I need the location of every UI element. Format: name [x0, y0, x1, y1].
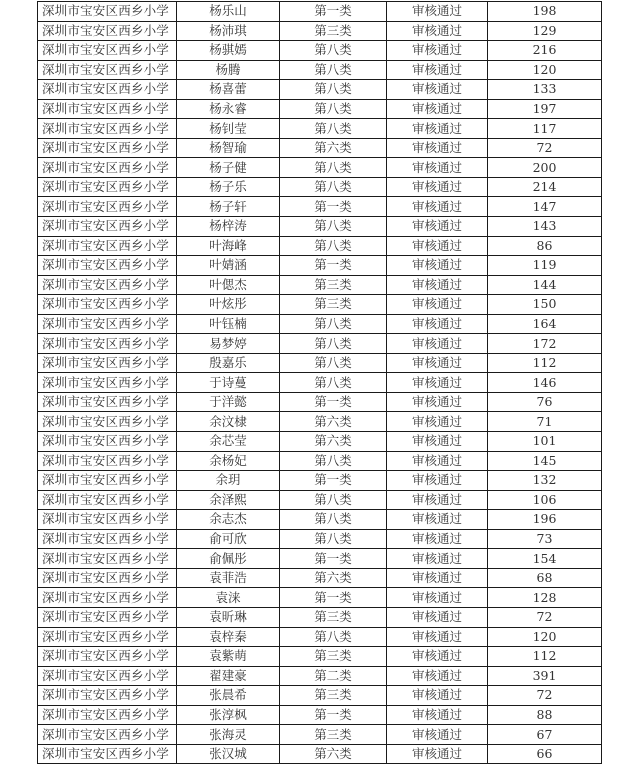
table-row [38, 744, 602, 764]
score-cell: 216 [488, 41, 602, 61]
table-row [38, 392, 602, 412]
score-cell: 154 [488, 549, 602, 569]
table-row [38, 119, 602, 139]
score-cell: 132 [488, 471, 602, 491]
school-cell: 深圳市宝安区西乡小学 [38, 119, 177, 139]
student-name-cell: 杨子乐 [177, 177, 280, 197]
table-row [38, 607, 602, 627]
school-cell: 深圳市宝安区西乡小学 [38, 588, 177, 608]
table-row [38, 705, 602, 725]
school-cell: 深圳市宝安区西乡小学 [38, 80, 177, 100]
school-cell: 深圳市宝安区西乡小学 [38, 373, 177, 393]
status-cell: 审核通过 [387, 529, 488, 549]
school-cell: 深圳市宝安区西乡小学 [38, 725, 177, 745]
school-cell: 深圳市宝安区西乡小学 [38, 647, 177, 667]
school-cell: 深圳市宝安区西乡小学 [38, 607, 177, 627]
category-cell: 第一类 [280, 2, 387, 22]
status-cell: 审核通过 [387, 666, 488, 686]
category-cell: 第一类 [280, 549, 387, 569]
score-cell: 391 [488, 666, 602, 686]
student-name-cell: 袁涞 [177, 588, 280, 608]
score-cell: 200 [488, 158, 602, 178]
status-cell: 审核通过 [387, 725, 488, 745]
score-cell: 197 [488, 99, 602, 119]
student-name-cell: 余玥 [177, 471, 280, 491]
student-name-cell: 张淳枫 [177, 705, 280, 725]
category-cell: 第八类 [280, 314, 387, 334]
results-table [37, 1, 602, 764]
school-cell: 深圳市宝安区西乡小学 [38, 41, 177, 61]
table-row [38, 725, 602, 745]
student-name-cell: 叶海峰 [177, 236, 280, 256]
status-cell: 审核通过 [387, 236, 488, 256]
status-cell: 审核通过 [387, 607, 488, 627]
status-cell: 审核通过 [387, 177, 488, 197]
table-row [38, 138, 602, 158]
status-cell: 审核通过 [387, 60, 488, 80]
table-row [38, 41, 602, 61]
status-cell: 审核通过 [387, 588, 488, 608]
table-row [38, 177, 602, 197]
school-cell: 深圳市宝安区西乡小学 [38, 60, 177, 80]
table-row [38, 451, 602, 471]
score-cell: 128 [488, 588, 602, 608]
category-cell: 第八类 [280, 490, 387, 510]
school-cell: 深圳市宝安区西乡小学 [38, 295, 177, 315]
score-cell: 66 [488, 744, 602, 764]
student-name-cell: 俞可欣 [177, 529, 280, 549]
category-cell: 第六类 [280, 412, 387, 432]
status-cell: 审核通过 [387, 80, 488, 100]
student-name-cell: 杨钊莹 [177, 119, 280, 139]
status-cell: 审核通过 [387, 373, 488, 393]
category-cell: 第三类 [280, 647, 387, 667]
status-cell: 审核通过 [387, 138, 488, 158]
category-cell: 第六类 [280, 432, 387, 452]
category-cell: 第一类 [280, 471, 387, 491]
student-name-cell: 余泽熙 [177, 490, 280, 510]
category-cell: 第八类 [280, 60, 387, 80]
category-cell: 第八类 [280, 373, 387, 393]
status-cell: 审核通过 [387, 334, 488, 354]
score-cell: 119 [488, 256, 602, 276]
score-cell: 86 [488, 236, 602, 256]
status-cell: 审核通过 [387, 353, 488, 373]
student-name-cell: 杨子健 [177, 158, 280, 178]
school-cell: 深圳市宝安区西乡小学 [38, 744, 177, 764]
student-name-cell: 余汶棣 [177, 412, 280, 432]
school-cell: 深圳市宝安区西乡小学 [38, 432, 177, 452]
school-cell: 深圳市宝安区西乡小学 [38, 451, 177, 471]
student-name-cell: 叶婧涵 [177, 256, 280, 276]
category-cell: 第一类 [280, 197, 387, 217]
table-row [38, 2, 602, 22]
school-cell: 深圳市宝安区西乡小学 [38, 627, 177, 647]
score-cell: 196 [488, 510, 602, 530]
table-row [38, 353, 602, 373]
status-cell: 审核通过 [387, 744, 488, 764]
score-cell: 164 [488, 314, 602, 334]
school-cell: 深圳市宝安区西乡小学 [38, 568, 177, 588]
student-name-cell: 袁紫萌 [177, 647, 280, 667]
school-cell: 深圳市宝安区西乡小学 [38, 686, 177, 706]
school-cell: 深圳市宝安区西乡小学 [38, 21, 177, 41]
score-cell: 150 [488, 295, 602, 315]
school-cell: 深圳市宝安区西乡小学 [38, 138, 177, 158]
school-cell: 深圳市宝安区西乡小学 [38, 217, 177, 237]
table-row [38, 686, 602, 706]
school-cell: 深圳市宝安区西乡小学 [38, 314, 177, 334]
score-cell: 172 [488, 334, 602, 354]
status-cell: 审核通过 [387, 197, 488, 217]
student-name-cell: 杨腾 [177, 60, 280, 80]
category-cell: 第八类 [280, 158, 387, 178]
student-name-cell: 叶钰楠 [177, 314, 280, 334]
school-cell: 深圳市宝安区西乡小学 [38, 412, 177, 432]
student-name-cell: 殷嘉乐 [177, 353, 280, 373]
school-cell: 深圳市宝安区西乡小学 [38, 549, 177, 569]
student-name-cell: 杨梓涛 [177, 217, 280, 237]
student-name-cell: 杨喜蕾 [177, 80, 280, 100]
status-cell: 审核通过 [387, 256, 488, 276]
status-cell: 审核通过 [387, 217, 488, 237]
table-row [38, 236, 602, 256]
score-cell: 120 [488, 60, 602, 80]
student-name-cell: 余芯莹 [177, 432, 280, 452]
student-name-cell: 易梦婷 [177, 334, 280, 354]
score-cell: 73 [488, 529, 602, 549]
score-cell: 145 [488, 451, 602, 471]
table-row [38, 647, 602, 667]
student-name-cell: 杨骐嫣 [177, 41, 280, 61]
category-cell: 第三类 [280, 607, 387, 627]
category-cell: 第八类 [280, 41, 387, 61]
status-cell: 审核通过 [387, 705, 488, 725]
status-cell: 审核通过 [387, 295, 488, 315]
school-cell: 深圳市宝安区西乡小学 [38, 236, 177, 256]
category-cell: 第八类 [280, 529, 387, 549]
category-cell: 第八类 [280, 334, 387, 354]
student-name-cell: 袁菲浩 [177, 568, 280, 588]
score-cell: 117 [488, 119, 602, 139]
category-cell: 第八类 [280, 236, 387, 256]
student-name-cell: 袁昕琳 [177, 607, 280, 627]
score-cell: 67 [488, 725, 602, 745]
table-row [38, 490, 602, 510]
category-cell: 第八类 [280, 217, 387, 237]
category-cell: 第八类 [280, 99, 387, 119]
table-row [38, 80, 602, 100]
category-cell: 第八类 [280, 80, 387, 100]
table-row [38, 256, 602, 276]
student-name-cell: 余志杰 [177, 510, 280, 530]
school-cell: 深圳市宝安区西乡小学 [38, 256, 177, 276]
status-cell: 审核通过 [387, 627, 488, 647]
category-cell: 第八类 [280, 177, 387, 197]
status-cell: 审核通过 [387, 412, 488, 432]
student-name-cell: 张海灵 [177, 725, 280, 745]
status-cell: 审核通过 [387, 568, 488, 588]
school-cell: 深圳市宝安区西乡小学 [38, 471, 177, 491]
student-name-cell: 叶炫彤 [177, 295, 280, 315]
status-cell: 审核通过 [387, 686, 488, 706]
school-cell: 深圳市宝安区西乡小学 [38, 353, 177, 373]
status-cell: 审核通过 [387, 510, 488, 530]
score-cell: 112 [488, 647, 602, 667]
score-cell: 72 [488, 607, 602, 627]
status-cell: 审核通过 [387, 275, 488, 295]
score-cell: 76 [488, 392, 602, 412]
score-cell: 143 [488, 217, 602, 237]
status-cell: 审核通过 [387, 392, 488, 412]
table-row [38, 373, 602, 393]
results-table-container [37, 1, 601, 764]
table-row [38, 568, 602, 588]
school-cell: 深圳市宝安区西乡小学 [38, 392, 177, 412]
score-cell: 146 [488, 373, 602, 393]
category-cell: 第八类 [280, 451, 387, 471]
score-cell: 101 [488, 432, 602, 452]
table-row [38, 275, 602, 295]
table-row [38, 314, 602, 334]
status-cell: 审核通过 [387, 490, 488, 510]
student-name-cell: 杨智瑜 [177, 138, 280, 158]
score-cell: 214 [488, 177, 602, 197]
student-name-cell: 俞佩彤 [177, 549, 280, 569]
status-cell: 审核通过 [387, 21, 488, 41]
category-cell: 第二类 [280, 666, 387, 686]
student-name-cell: 于洋懿 [177, 392, 280, 412]
status-cell: 审核通过 [387, 158, 488, 178]
school-cell: 深圳市宝安区西乡小学 [38, 705, 177, 725]
status-cell: 审核通过 [387, 41, 488, 61]
score-cell: 198 [488, 2, 602, 22]
score-cell: 112 [488, 353, 602, 373]
school-cell: 深圳市宝安区西乡小学 [38, 275, 177, 295]
table-row [38, 666, 602, 686]
table-row [38, 197, 602, 217]
table-row [38, 99, 602, 119]
student-name-cell: 杨永睿 [177, 99, 280, 119]
category-cell: 第六类 [280, 568, 387, 588]
table-row [38, 217, 602, 237]
category-cell: 第八类 [280, 510, 387, 530]
table-row [38, 627, 602, 647]
table-row [38, 295, 602, 315]
table-row [38, 334, 602, 354]
score-cell: 72 [488, 138, 602, 158]
student-name-cell: 杨沛琪 [177, 21, 280, 41]
category-cell: 第一类 [280, 588, 387, 608]
status-cell: 审核通过 [387, 314, 488, 334]
school-cell: 深圳市宝安区西乡小学 [38, 158, 177, 178]
school-cell: 深圳市宝安区西乡小学 [38, 529, 177, 549]
results-table-body [38, 2, 602, 764]
student-name-cell: 张汉城 [177, 744, 280, 764]
status-cell: 审核通过 [387, 549, 488, 569]
category-cell: 第八类 [280, 353, 387, 373]
student-name-cell: 翟建豪 [177, 666, 280, 686]
student-name-cell: 杨乐山 [177, 2, 280, 22]
table-row [38, 158, 602, 178]
score-cell: 144 [488, 275, 602, 295]
student-name-cell: 叶偲杰 [177, 275, 280, 295]
table-row [38, 529, 602, 549]
category-cell: 第三类 [280, 21, 387, 41]
status-cell: 审核通过 [387, 647, 488, 667]
table-row [38, 60, 602, 80]
school-cell: 深圳市宝安区西乡小学 [38, 666, 177, 686]
status-cell: 审核通过 [387, 99, 488, 119]
category-cell: 第八类 [280, 627, 387, 647]
school-cell: 深圳市宝安区西乡小学 [38, 177, 177, 197]
student-name-cell: 张晨希 [177, 686, 280, 706]
student-name-cell: 袁梓秦 [177, 627, 280, 647]
table-row [38, 21, 602, 41]
table-row [38, 510, 602, 530]
status-cell: 审核通过 [387, 471, 488, 491]
student-name-cell: 于诗蔓 [177, 373, 280, 393]
table-row [38, 412, 602, 432]
score-cell: 72 [488, 686, 602, 706]
school-cell: 深圳市宝安区西乡小学 [38, 197, 177, 217]
score-cell: 68 [488, 568, 602, 588]
school-cell: 深圳市宝安区西乡小学 [38, 2, 177, 22]
score-cell: 120 [488, 627, 602, 647]
score-cell: 147 [488, 197, 602, 217]
category-cell: 第一类 [280, 705, 387, 725]
status-cell: 审核通过 [387, 432, 488, 452]
category-cell: 第八类 [280, 119, 387, 139]
score-cell: 88 [488, 705, 602, 725]
status-cell: 审核通过 [387, 451, 488, 471]
school-cell: 深圳市宝安区西乡小学 [38, 334, 177, 354]
score-cell: 133 [488, 80, 602, 100]
category-cell: 第六类 [280, 744, 387, 764]
category-cell: 第一类 [280, 256, 387, 276]
status-cell: 审核通过 [387, 2, 488, 22]
score-cell: 129 [488, 21, 602, 41]
school-cell: 深圳市宝安区西乡小学 [38, 99, 177, 119]
table-row [38, 471, 602, 491]
table-row [38, 432, 602, 452]
category-cell: 第三类 [280, 686, 387, 706]
score-cell: 71 [488, 412, 602, 432]
school-cell: 深圳市宝安区西乡小学 [38, 490, 177, 510]
table-row [38, 549, 602, 569]
category-cell: 第三类 [280, 725, 387, 745]
table-row [38, 588, 602, 608]
score-cell: 106 [488, 490, 602, 510]
category-cell: 第一类 [280, 392, 387, 412]
category-cell: 第六类 [280, 138, 387, 158]
school-cell: 深圳市宝安区西乡小学 [38, 510, 177, 530]
student-name-cell: 余杨妃 [177, 451, 280, 471]
category-cell: 第三类 [280, 295, 387, 315]
status-cell: 审核通过 [387, 119, 488, 139]
student-name-cell: 杨子轩 [177, 197, 280, 217]
category-cell: 第三类 [280, 275, 387, 295]
